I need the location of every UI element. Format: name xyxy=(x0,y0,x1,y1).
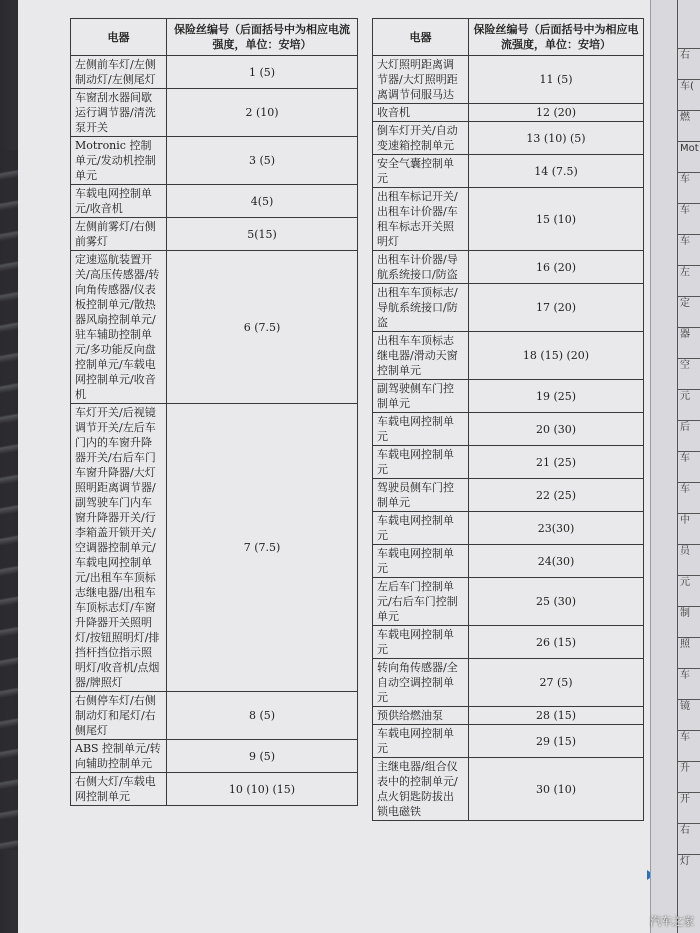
next-page-fragment: 车 xyxy=(677,234,700,248)
fuse-number-cell: 5(15) xyxy=(167,218,358,251)
table-row xyxy=(373,284,644,332)
device-cell: 主继电器/组合仪表中的控制单元/点火钥匙防拔出锁电磁铁 xyxy=(373,758,469,821)
fuse-number-cell: 21 (25) xyxy=(469,446,644,479)
next-page-fragment: 开 xyxy=(677,792,700,806)
device-cell: 收音机 xyxy=(373,104,469,122)
fuse-number-cell: 19 (25) xyxy=(469,380,644,413)
device-cell: 车载电网控制单元 xyxy=(373,545,469,578)
table-row xyxy=(373,446,644,479)
next-page-fragment: 元 xyxy=(677,575,700,589)
table-row xyxy=(373,104,644,122)
fuse-number-cell: 26 (15) xyxy=(469,626,644,659)
fuse-number-cell: 14 (7.5) xyxy=(469,155,644,188)
header-fuse-number: 保险丝编号（后面括号中为相应电流强度，单位：安培） xyxy=(469,19,644,56)
next-page-fragment: 车 xyxy=(677,172,700,186)
device-cell: 出租车标记开关/出租车计价器/车租车标志开关照明灯 xyxy=(373,188,469,251)
fuse-number-cell: 13 (10) (5) xyxy=(469,122,644,155)
device-cell: 右侧大灯/车载电网控制单元 xyxy=(71,773,167,806)
device-cell: 出租车车顶标志/导航系统接口/防盗 xyxy=(373,284,469,332)
next-page-fragment: Mot xyxy=(677,141,700,155)
fuse-number-cell: 30 (10) xyxy=(469,758,644,821)
device-cell: Motronic 控制单元/发动机控制单元 xyxy=(71,137,167,185)
next-page-fragment: 器 xyxy=(677,327,700,341)
device-cell: 左侧前车灯/左侧制动灯/左侧尾灯 xyxy=(71,56,167,89)
fuse-number-cell: 1 (5) xyxy=(167,56,358,89)
table-row xyxy=(373,413,644,446)
fuse-number-cell: 28 (15) xyxy=(469,707,644,725)
fuse-number-cell: 18 (15) (20) xyxy=(469,332,644,380)
device-cell: 出租车计价器/导航系统接口/防盗 xyxy=(373,251,469,284)
table-row xyxy=(71,218,358,251)
table-row xyxy=(373,545,644,578)
table-row xyxy=(71,740,358,773)
fuse-table-left xyxy=(70,18,358,806)
next-page-fragment: 照 xyxy=(677,637,700,651)
device-cell: 车载电网控制单元 xyxy=(373,725,469,758)
device-cell: 转向角传感器/全自动空调控制单元 xyxy=(373,659,469,707)
device-cell: 大灯照明距离调节器/大灯照明距离调节伺服马达 xyxy=(373,56,469,104)
device-cell: 出租车车顶标志继电器/滑动天窗控制单元 xyxy=(373,332,469,380)
table-row xyxy=(71,773,358,806)
header-fuse-number: 保险丝编号（后面括号中为相应电流强度，单位：安培） xyxy=(167,19,358,56)
next-page-fragment: 燃 xyxy=(677,110,700,124)
device-cell: 右侧停车灯/右侧制动灯和尾灯/右侧尾灯 xyxy=(71,692,167,740)
header-device: 电器 xyxy=(373,19,469,56)
table-row xyxy=(71,404,358,692)
device-cell: 左后车门控制单元/右后车门控制单元 xyxy=(373,578,469,626)
device-cell: 预供给燃油泵 xyxy=(373,707,469,725)
table-row xyxy=(373,626,644,659)
table-row xyxy=(71,89,358,137)
device-cell: 车载电网控制单元 xyxy=(373,512,469,545)
fuse-number-cell: 8 (5) xyxy=(167,692,358,740)
watermark: 汽车之家 xyxy=(650,915,694,928)
table-row xyxy=(373,122,644,155)
fuse-number-cell: 3 (5) xyxy=(167,137,358,185)
device-cell: 车窗刮水器间歇运行调节器/清洗泵开关 xyxy=(71,89,167,137)
fuse-number-cell: 10 (10) (15) xyxy=(167,773,358,806)
fuse-number-cell: 6 (7.5) xyxy=(167,251,358,404)
fuse-number-cell: 23(30) xyxy=(469,512,644,545)
device-cell: 左侧前雾灯/右侧前雾灯 xyxy=(71,218,167,251)
fuse-number-cell: 4(5) xyxy=(167,185,358,218)
table-header-row xyxy=(373,19,644,56)
next-page-fragment: 灯 xyxy=(677,854,700,868)
table-row xyxy=(373,578,644,626)
table-row xyxy=(373,251,644,284)
table-row xyxy=(71,137,358,185)
next-page-fragment: 升 xyxy=(677,761,700,775)
fuse-number-cell: 17 (20) xyxy=(469,284,644,332)
next-page-fragment: 右 xyxy=(677,48,700,62)
next-page-fragment: 空 xyxy=(677,358,700,372)
fuse-number-cell: 11 (5) xyxy=(469,56,644,104)
device-cell: 车载电网控制单元/收音机 xyxy=(71,185,167,218)
table-row xyxy=(71,56,358,89)
device-cell: 定速巡航装置开关/高压传感器/转向角传感器/仪表板控制单元/散热器风扇控制单元/驻车辅助控制单元/多功能反向盘控制单元/车载电网控制单元/收音机 xyxy=(71,251,167,404)
fuse-table-right xyxy=(372,18,644,821)
fuse-number-cell: 12 (20) xyxy=(469,104,644,122)
fuse-number-cell: 2 (10) xyxy=(167,89,358,137)
fuse-number-cell: 16 (20) xyxy=(469,251,644,284)
next-page-fragment: 车 xyxy=(677,668,700,682)
fuse-number-cell: 27 (5) xyxy=(469,659,644,707)
device-cell: 车灯开关/后视镜调节开关/左后车门内的车窗升降器开关/右后车门车窗升降器/大灯照明距离调节器/副驾驶车门内车窗升降器开关/行李箱盖开锁开关/空调器控制单元/车载电网控制单元/出租车车顶标志继电器/出租车车顶标志灯/车窗升降器开关照明灯/按钮照明灯/排挡杆挡位指示照明灯/收音机/点烟器/牌照灯 xyxy=(71,404,167,692)
next-page-fragment: 定 xyxy=(677,296,700,310)
next-page-fragment: 元 xyxy=(677,389,700,403)
fuse-number-cell: 24(30) xyxy=(469,545,644,578)
fuse-number-cell: 9 (5) xyxy=(167,740,358,773)
next-page-edge xyxy=(650,0,700,933)
table-row xyxy=(373,380,644,413)
next-page-fragment: 后 xyxy=(677,420,700,434)
next-page-fragment: 车 xyxy=(677,203,700,217)
next-page-fragment: 车 xyxy=(677,482,700,496)
device-cell: 安全气囊控制单元 xyxy=(373,155,469,188)
table-row xyxy=(71,185,358,218)
device-cell: 车载电网控制单元 xyxy=(373,446,469,479)
header-device: 电器 xyxy=(71,19,167,56)
table-row xyxy=(71,692,358,740)
next-page-fragment: 车 xyxy=(677,730,700,744)
fuse-number-cell: 29 (15) xyxy=(469,725,644,758)
table-row xyxy=(373,758,644,821)
table-row xyxy=(373,56,644,104)
table-row xyxy=(71,251,358,404)
table-row xyxy=(373,707,644,725)
fuse-number-cell: 15 (10) xyxy=(469,188,644,251)
table-row xyxy=(373,155,644,188)
table-row xyxy=(373,725,644,758)
fuse-number-cell: 7 (7.5) xyxy=(167,404,358,692)
next-page-fragment: 镜 xyxy=(677,699,700,713)
fuse-number-cell: 20 (30) xyxy=(469,413,644,446)
next-page-fragment: 制 xyxy=(677,606,700,620)
next-page-fragment: 中 xyxy=(677,513,700,527)
device-cell: ABS 控制单元/转向辅助控制单元 xyxy=(71,740,167,773)
device-cell: 车载电网控制单元 xyxy=(373,413,469,446)
next-page-fragment: 左 xyxy=(677,265,700,279)
table-header-row xyxy=(71,19,358,56)
next-page-fragment: 车( xyxy=(677,79,700,93)
device-cell: 倒车灯开关/自动变速箱控制单元 xyxy=(373,122,469,155)
device-cell: 副驾驶侧车门控制单元 xyxy=(373,380,469,413)
table-row xyxy=(373,332,644,380)
next-page-fragment: 车 xyxy=(677,451,700,465)
table-row xyxy=(373,659,644,707)
device-cell: 车载电网控制单元 xyxy=(373,626,469,659)
device-cell: 驾驶员侧车门控制单元 xyxy=(373,479,469,512)
fuse-number-cell: 22 (25) xyxy=(469,479,644,512)
table-row xyxy=(373,512,644,545)
next-page-fragment: 员 xyxy=(677,544,700,558)
fuse-number-cell: 25 (30) xyxy=(469,578,644,626)
table-row xyxy=(373,188,644,251)
table-row xyxy=(373,479,644,512)
next-page-fragment: 右 xyxy=(677,823,700,837)
